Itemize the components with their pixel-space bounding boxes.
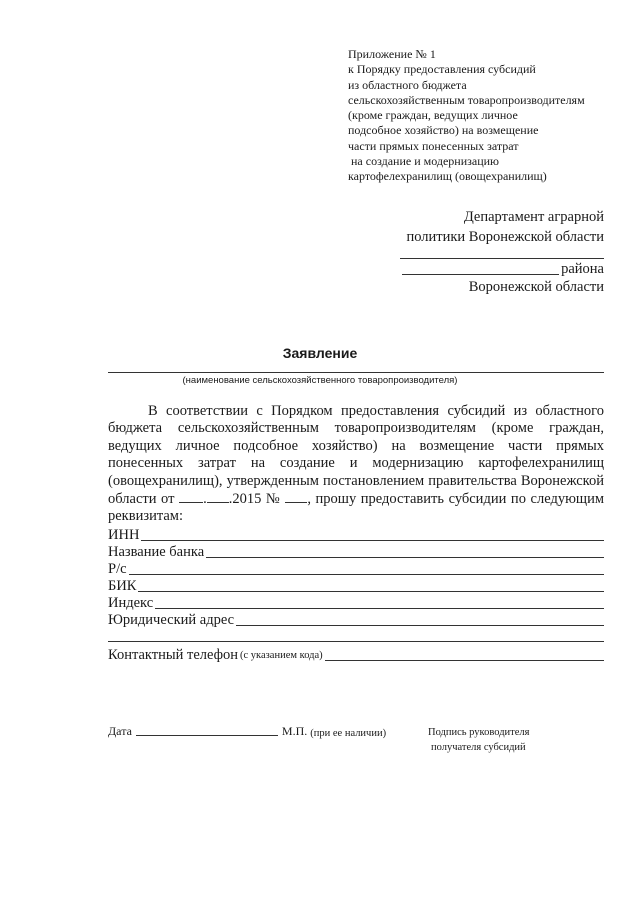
phone-row — [108, 647, 604, 664]
address-row — [108, 612, 604, 629]
address-row-2 — [108, 629, 604, 645]
body-text-2: .2015 № — [228, 491, 281, 508]
addressee-blank-line[interactable] — [400, 246, 604, 259]
resolution-number-field[interactable] — [285, 490, 307, 503]
appendix-header — [348, 47, 585, 185]
inn-field[interactable] — [141, 528, 604, 541]
address-field[interactable] — [236, 613, 604, 626]
inn-row — [108, 527, 604, 544]
phone-note: (с указанием кода) — [240, 650, 323, 661]
stamp-label: М.П. — [281, 724, 308, 738]
appendix-line: на создание и модернизацию — [351, 154, 500, 169]
addressee-region: Воронежской области — [468, 279, 604, 295]
signature-line2: получателя субсидий — [431, 742, 526, 753]
bik-row — [108, 578, 604, 595]
addressee-block — [354, 209, 604, 296]
signature-line1: Подпись руководителя — [428, 727, 530, 738]
date-day-field[interactable] — [179, 490, 203, 503]
date-dot: . — [203, 491, 207, 508]
inn-label: ИНН — [108, 527, 140, 543]
addressee-line2: политики Воронежской области — [406, 229, 604, 245]
appendix-line: картофелехранилищ (овощехранилищ) — [348, 169, 547, 184]
appendix-line: Приложение № 1 — [348, 47, 436, 61]
district-suffix: района — [561, 261, 604, 277]
account-row — [108, 561, 604, 578]
stamp-note: (при ее наличии) — [310, 728, 387, 739]
date-month-field[interactable] — [207, 490, 229, 503]
bank-row — [108, 544, 604, 561]
date-label: Дата — [108, 724, 132, 738]
appendix-line: к Порядку предоставления субсидий — [348, 62, 536, 77]
account-label: Р/с — [108, 561, 127, 577]
addressee-line1: Департамент аграрной — [463, 209, 604, 225]
phone-label: Контактный телефон — [108, 647, 239, 663]
date-stamp-row — [108, 724, 386, 739]
district-blank[interactable] — [402, 262, 559, 275]
phone-field[interactable] — [325, 648, 604, 661]
document-title: Заявление — [282, 345, 358, 361]
appendix-line: (кроме граждан, ведущих личное — [348, 108, 518, 123]
body-text-3: , прошу предоставить субсидии по следующим реквизитам: — [108, 491, 605, 525]
bik-field[interactable] — [138, 579, 604, 592]
index-label: Индекс — [108, 595, 154, 611]
bank-label: Название банка — [108, 544, 205, 560]
body-text-1: В соответствии с Порядком предоставления субсидий из областного бюджета сельскохозяйственным товаропроизводителям (кроме граждан, ведущих личное подсобное хозяйство) на возмещение части прямых понесенных затрат на создание и модернизацию картофелехранилищ (овощехранилищ), утвержденным постановлением правительства Воронежской области от — [108, 403, 604, 508]
application-body — [108, 403, 604, 526]
index-field[interactable] — [155, 596, 604, 609]
address-field-continued[interactable] — [108, 629, 604, 642]
appendix-line: подсобное хозяйство) на возмещение — [348, 123, 539, 138]
appendix-line: из областного бюджета — [348, 77, 467, 92]
index-row — [108, 595, 604, 612]
bik-label: БИК — [108, 578, 137, 594]
account-field[interactable] — [129, 562, 604, 575]
producer-name-caption: (наименование сельскохозяйственного товаропроизводителя) — [182, 375, 458, 386]
appendix-line: части прямых понесенных затрат — [348, 138, 519, 153]
producer-name-field[interactable] — [108, 372, 604, 373]
appendix-line: сельскохозяйственным товаропроизводителям — [348, 92, 585, 107]
signature-block — [428, 725, 529, 755]
bank-field[interactable] — [206, 545, 604, 558]
address-label: Юридический адрес — [108, 612, 235, 628]
district-row — [354, 261, 604, 278]
date-field[interactable] — [136, 724, 278, 736]
